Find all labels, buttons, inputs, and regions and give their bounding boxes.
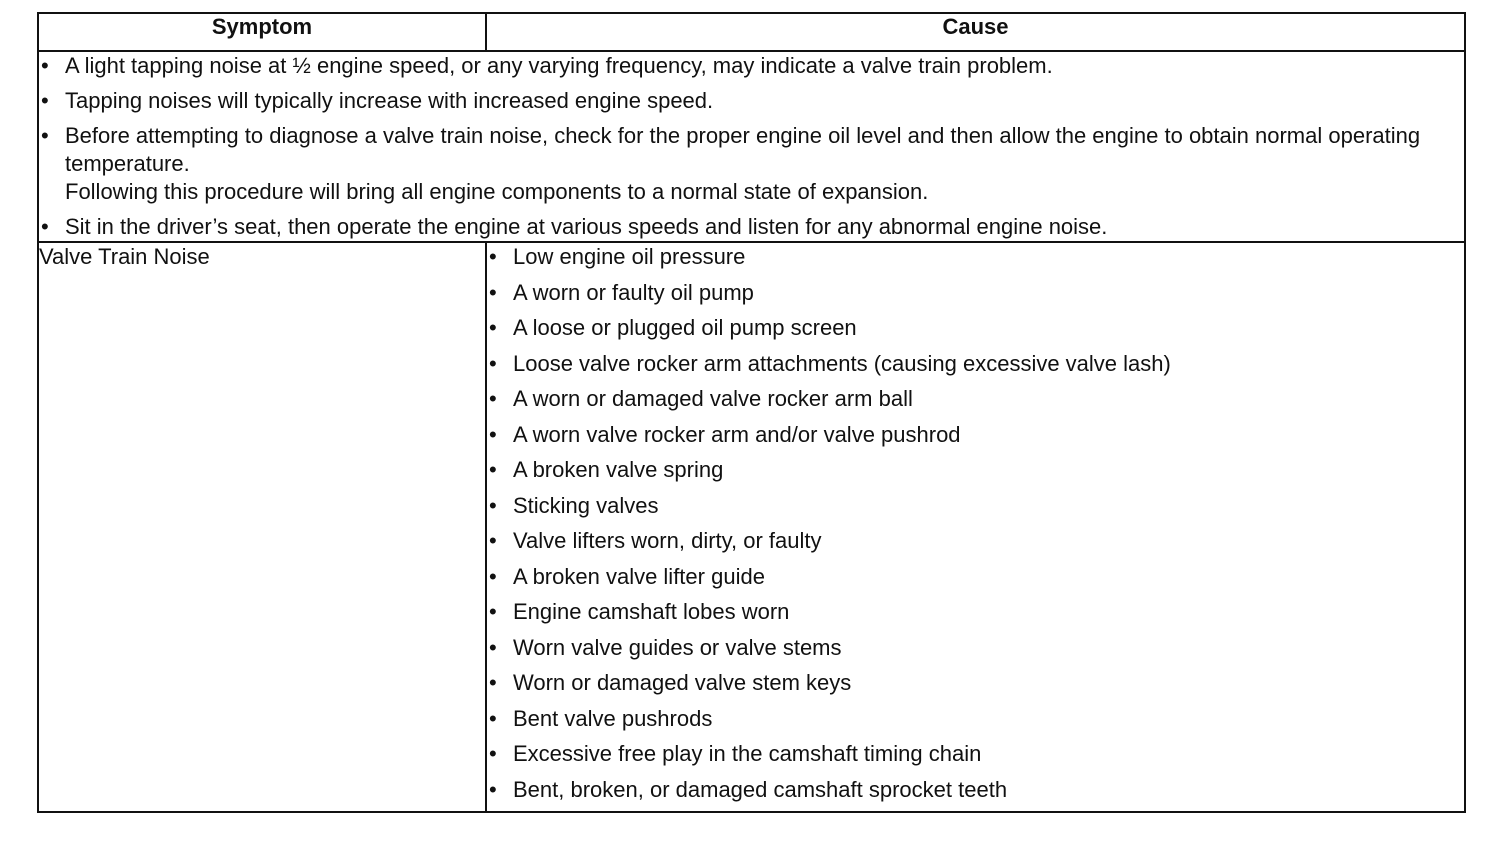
note-item: [39, 122, 1464, 178]
cause-item: [487, 385, 1464, 413]
bullet-icon: •: [489, 634, 497, 660]
cause-column-header: Cause: [486, 13, 1465, 51]
cause-item: [487, 243, 1464, 271]
symptom-column-header: Symptom: [38, 13, 486, 51]
cause-text: Valve lifters worn, dirty, or faulty: [513, 528, 822, 553]
note-followup: Following this procedure will bring all engine components to a normal state of expansion.: [65, 179, 929, 204]
bullet-icon: •: [489, 492, 497, 518]
cause-item: [487, 279, 1464, 307]
bullet-icon: •: [489, 279, 497, 305]
cause-text: Worn or damaged valve stem keys: [513, 670, 852, 695]
bullet-icon: •: [489, 457, 497, 482]
cause-item: [487, 421, 1464, 449]
bullet-icon: •: [489, 705, 497, 731]
note-item: [39, 87, 1464, 115]
cause-item: [487, 776, 1464, 804]
cause-text: Bent, broken, or damaged camshaft sprocket teeth: [513, 776, 1008, 802]
bullet-icon: •: [489, 386, 497, 411]
cause-text: Low engine oil pressure: [513, 244, 746, 269]
cause-text: Engine camshaft lobes worn: [513, 599, 790, 624]
bullet-icon: •: [41, 123, 49, 148]
note-item: [39, 52, 1464, 80]
cause-text: Worn valve guides or valve stems: [513, 634, 842, 660]
cause-item: [487, 314, 1464, 342]
header-row: [38, 13, 1465, 51]
notes-cell: [38, 51, 1465, 242]
note-text: Tapping noises will typically increase with increased engine speed.: [65, 88, 714, 113]
bullet-icon: •: [489, 315, 497, 340]
cause-text: A worn or damaged valve rocker arm ball: [513, 386, 913, 411]
notes-list: [39, 52, 1464, 178]
cause-item: [487, 634, 1464, 662]
cause-text: Excessive free play in the camshaft timing chain: [513, 741, 982, 766]
cause-item: [487, 740, 1464, 768]
notes-list-continued: [39, 213, 1464, 241]
note-text: Sit in the driver’s seat, then operate the engine at various speeds and listen for any abnormal engine noise.: [65, 214, 1108, 239]
bullet-icon: •: [489, 741, 497, 766]
bullet-icon: •: [489, 528, 497, 553]
diagnosis-table: [37, 12, 1466, 813]
bullet-icon: •: [489, 350, 497, 376]
bullet-icon: •: [41, 53, 49, 78]
cause-text: A broken valve lifter guide: [513, 563, 765, 589]
bullet-icon: •: [489, 421, 497, 447]
cause-text: A broken valve spring: [513, 457, 724, 482]
cause-text: Sticking valves: [513, 492, 659, 518]
note-text: A light tapping noise at ½ engine speed, or any varying frequency, may indicate a valve train problem.: [65, 53, 1053, 78]
cause-item: [487, 492, 1464, 520]
cause-item: [487, 563, 1464, 591]
cause-item: [487, 456, 1464, 484]
cause-item: [487, 669, 1464, 697]
cause-text: A worn valve rocker arm and/or valve pushrod: [513, 421, 961, 447]
cause-text: A loose or plugged oil pump screen: [513, 315, 857, 340]
cause-item: [487, 527, 1464, 555]
cause-item: [487, 705, 1464, 733]
cause-cell: [486, 242, 1465, 812]
note-text: Before attempting to diagnose a valve train noise, check for the proper engine oil level and then allow the engine to obtain normal operating temperature.: [65, 123, 1421, 176]
cause-text: A worn or faulty oil pump: [513, 279, 754, 305]
bullet-icon: •: [489, 244, 497, 269]
bullet-icon: •: [489, 776, 497, 802]
cause-list: [487, 243, 1464, 804]
bullet-icon: •: [41, 88, 49, 113]
cause-text: Loose valve rocker arm attachments (causing excessive valve lash): [513, 350, 1171, 376]
symptom-cell: Valve Train Noise: [38, 242, 486, 812]
cause-text: Bent valve pushrods: [513, 705, 713, 731]
table-row: [38, 242, 1465, 812]
cause-item: [487, 598, 1464, 626]
bullet-icon: •: [41, 214, 49, 239]
notes-row: [38, 51, 1465, 242]
note-item: [39, 213, 1464, 241]
bullet-icon: •: [489, 599, 497, 624]
bullet-icon: •: [489, 670, 497, 695]
bullet-icon: •: [489, 563, 497, 589]
cause-item: [487, 350, 1464, 378]
